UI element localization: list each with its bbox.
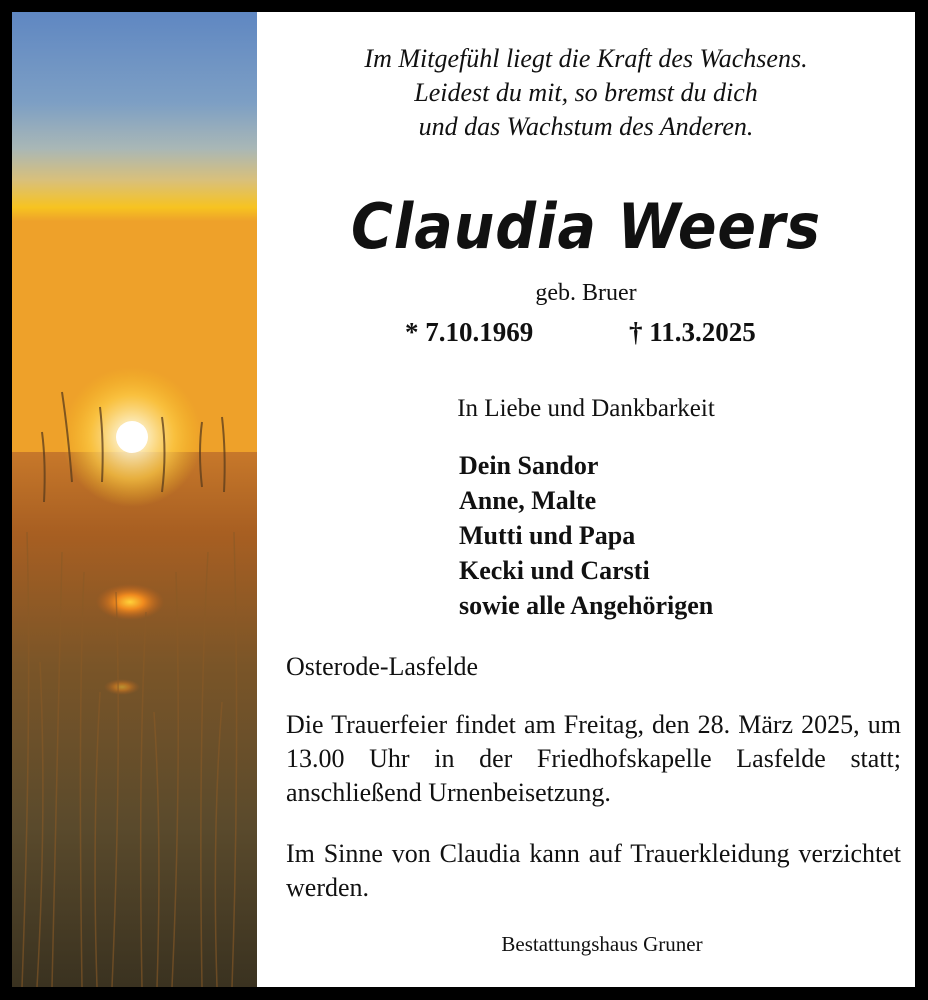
- notice-text: [257, 12, 915, 987]
- mourner-name: Dein Sandor: [459, 451, 599, 480]
- sunset-field-photo: [12, 12, 257, 987]
- quote-line: und das Wachstum des Anderen.: [418, 112, 754, 141]
- funeral-info: Die Trauerfeier findet am Freitag, den 28. März 2025, um 13.00 Uhr in der Friedhofskapelle Lasfelde statt; anschließend Urnenbeisetzung.: [286, 710, 901, 807]
- mourner-name: sowie alle Angehörigen: [459, 591, 714, 620]
- obituary-notice: [12, 12, 915, 987]
- mourners-intro: In Liebe und Dankbarkeit: [457, 395, 715, 422]
- birth-date: * 7.10.1969: [405, 317, 534, 347]
- undertaker: Bestattungshaus Gruner: [501, 932, 703, 956]
- mourner-name: Kecki und Carsti: [459, 556, 650, 585]
- death-date: † 11.3.2025: [629, 317, 756, 347]
- mourner-name: Anne, Malte: [459, 486, 597, 515]
- birth-name: geb. Bruer: [535, 280, 637, 306]
- deceased-name: Claudia Weers: [351, 190, 821, 263]
- place: Osterode-Lasfelde: [286, 652, 479, 681]
- quote: [257, 42, 915, 144]
- quote-line: Im Mitgefühl liegt die Kraft des Wachsens.: [364, 44, 808, 73]
- mourning-note: Im Sinne von Claudia kann auf Trauerkleidung verzichtet werden.: [286, 839, 901, 902]
- mourners-list: [459, 448, 713, 623]
- quote-line: Leidest du mit, so bremst du dich: [414, 78, 758, 107]
- mourner-name: Mutti und Papa: [459, 521, 636, 550]
